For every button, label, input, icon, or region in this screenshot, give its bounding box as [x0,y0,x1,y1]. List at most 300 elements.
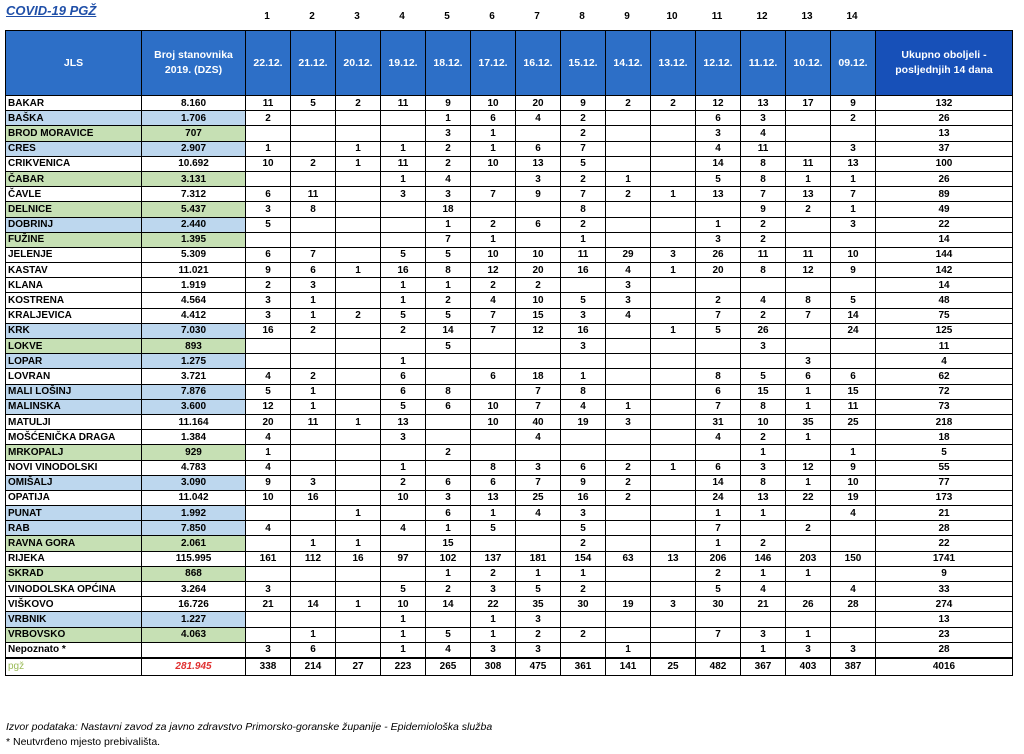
case-count [336,612,381,627]
case-count: 12 [246,399,291,414]
summary-count: 25 [651,658,696,676]
case-count: 5 [516,582,561,597]
case-count: 3 [651,597,696,612]
case-count [291,506,336,521]
case-count: 2 [471,217,516,232]
case-count [336,247,381,262]
municipality-name: Nepoznato * [6,642,142,658]
case-count: 5 [426,308,471,323]
case-count [741,278,786,293]
case-count [291,232,336,247]
case-count: 1 [336,506,381,521]
municipality-name: LOPAR [6,354,142,369]
case-count: 13 [381,414,426,429]
case-count [651,566,696,581]
case-count [606,232,651,247]
population-value: 929 [142,445,246,460]
summary-label: pgž [6,658,142,676]
case-count [291,339,336,354]
case-count: 9 [831,460,876,475]
case-count: 9 [831,263,876,278]
population-value: 11.164 [142,414,246,429]
municipality-name: DOBRINJ [6,217,142,232]
case-count [246,612,291,627]
header-date: 20.12. [336,31,381,96]
case-count [516,202,561,217]
column-number: 2 [309,11,315,22]
header-date: 22.12. [246,31,291,96]
column-number: 1 [264,11,270,22]
case-count [336,642,381,658]
case-count: 8 [741,475,786,490]
municipality-name: RIJEKA [6,551,142,566]
case-count: 1 [831,171,876,186]
case-count: 7 [516,475,561,490]
case-count: 21 [246,597,291,612]
table-row [6,247,1013,262]
case-count [336,430,381,445]
case-count [786,141,831,156]
case-count [336,202,381,217]
case-count [381,445,426,460]
table-row [6,430,1013,445]
case-count [516,354,561,369]
case-count [651,126,696,141]
case-count: 1 [291,384,336,399]
header-population: Broj stanovnika 2019. (DZS) [142,31,246,96]
case-count [696,278,741,293]
case-count [336,323,381,338]
case-count [606,521,651,536]
column-number: 7 [534,11,540,22]
summary-population: 281.945 [142,658,246,676]
case-count: 1 [786,384,831,399]
case-count [336,566,381,581]
case-count: 4 [741,582,786,597]
case-count: 25 [831,414,876,429]
row-total: 73 [876,399,1013,414]
case-count: 1 [471,612,516,627]
case-count: 3 [831,217,876,232]
case-count [651,490,696,505]
case-count: 1 [381,612,426,627]
case-count: 6 [786,369,831,384]
case-count: 10 [516,293,561,308]
case-count [831,566,876,581]
row-total: 274 [876,597,1013,612]
case-count: 8 [561,384,606,399]
case-count: 206 [696,551,741,566]
case-count: 1 [696,506,741,521]
row-total: 77 [876,475,1013,490]
case-count [651,111,696,126]
header-date: 09.12. [831,31,876,96]
row-total: 125 [876,323,1013,338]
case-count [336,171,381,186]
case-count: 18 [516,369,561,384]
case-count [336,339,381,354]
row-total: 5 [876,445,1013,460]
table-row [6,217,1013,232]
case-count [651,217,696,232]
case-count [336,445,381,460]
case-count [651,445,696,460]
case-count: 6 [831,369,876,384]
case-count: 10 [516,247,561,262]
table-row [6,566,1013,581]
case-count [336,278,381,293]
table-body [6,96,1013,676]
case-count: 1 [381,278,426,293]
case-count [561,354,606,369]
case-count: 20 [516,96,561,111]
case-count: 2 [471,278,516,293]
municipality-name: KLANA [6,278,142,293]
case-count: 10 [381,597,426,612]
case-count: 4 [246,430,291,445]
case-count: 11 [291,414,336,429]
case-count: 3 [786,354,831,369]
case-count: 1 [246,445,291,460]
case-count: 4 [471,293,516,308]
case-count: 40 [516,414,561,429]
case-count [336,490,381,505]
case-count: 11 [741,141,786,156]
case-count: 4 [831,506,876,521]
header-date: 17.12. [471,31,516,96]
case-count [741,354,786,369]
header-date: 11.12. [741,31,786,96]
case-count: 1 [381,460,426,475]
population-value: 893 [142,339,246,354]
table-row [6,156,1013,171]
case-count: 19 [606,597,651,612]
case-count [651,642,696,658]
municipality-name: VINODOLSKA OPĆINA [6,582,142,597]
case-count: 112 [291,551,336,566]
case-count: 10 [246,490,291,505]
case-count: 7 [696,399,741,414]
case-count: 2 [471,566,516,581]
case-count [336,354,381,369]
case-count: 5 [561,293,606,308]
case-count: 6 [291,642,336,658]
case-count [336,475,381,490]
table-row [6,414,1013,429]
case-count: 6 [561,460,606,475]
case-count [336,369,381,384]
case-count: 9 [561,96,606,111]
case-count [831,627,876,642]
row-total: 28 [876,521,1013,536]
case-count: 4 [606,308,651,323]
case-count: 3 [741,460,786,475]
page-title: COVID-19 PGŽ [6,3,97,18]
case-count: 3 [741,339,786,354]
case-count: 4 [696,430,741,445]
case-count [291,521,336,536]
row-total: 100 [876,156,1013,171]
municipality-name: CRES [6,141,142,156]
case-count: 3 [606,278,651,293]
population-value: 1.384 [142,430,246,445]
row-total: 14 [876,232,1013,247]
case-count: 7 [741,187,786,202]
column-number: 8 [579,11,585,22]
case-count [786,217,831,232]
row-total: 37 [876,141,1013,156]
case-count [336,232,381,247]
case-count: 63 [606,551,651,566]
header-date: 13.12. [651,31,696,96]
case-count: 2 [561,217,606,232]
case-count [291,566,336,581]
case-count [831,521,876,536]
case-count: 1 [561,566,606,581]
row-total: 26 [876,171,1013,186]
case-count: 9 [426,96,471,111]
case-count [831,232,876,247]
case-count: 3 [831,141,876,156]
municipality-name: KRALJEVICA [6,308,142,323]
case-count [786,323,831,338]
case-count [246,627,291,642]
case-count [246,339,291,354]
municipality-name: FUŽINE [6,232,142,247]
table-row [6,278,1013,293]
case-count [606,111,651,126]
case-count: 1 [381,627,426,642]
municipality-name: ČABAR [6,171,142,186]
population-value: 1.919 [142,278,246,293]
case-count: 1 [291,308,336,323]
case-count: 3 [291,278,336,293]
case-count: 7 [426,232,471,247]
case-count [291,430,336,445]
case-count: 9 [246,263,291,278]
case-count: 8 [741,171,786,186]
case-count: 2 [651,96,696,111]
case-count: 3 [426,126,471,141]
case-count [336,384,381,399]
case-count: 1 [336,536,381,551]
row-total: 173 [876,490,1013,505]
case-count [606,202,651,217]
case-count [786,612,831,627]
case-count: 7 [516,399,561,414]
column-number: 14 [846,11,858,22]
row-total: 11 [876,339,1013,354]
case-count: 3 [741,627,786,642]
case-count: 3 [246,308,291,323]
case-count: 1 [786,566,831,581]
case-count [561,612,606,627]
population-value: 868 [142,566,246,581]
case-count [516,339,561,354]
case-count [741,612,786,627]
municipality-name: PUNAT [6,506,142,521]
case-count: 4 [516,430,561,445]
case-count: 4 [246,369,291,384]
header-date: 18.12. [426,31,471,96]
case-count: 14 [696,156,741,171]
case-count [651,384,696,399]
case-count: 31 [696,414,741,429]
case-count: 1 [786,430,831,445]
case-count [291,141,336,156]
municipality-name: MATULJI [6,414,142,429]
case-count: 8 [426,384,471,399]
table-row [6,141,1013,156]
case-count: 1 [291,536,336,551]
case-count: 2 [291,323,336,338]
case-count [246,171,291,186]
municipality-name: VIŠKOVO [6,597,142,612]
case-count: 5 [561,156,606,171]
case-count [651,399,696,414]
case-count: 11 [741,247,786,262]
case-count: 10 [471,96,516,111]
case-count [471,430,516,445]
case-count: 9 [831,96,876,111]
municipality-name: KRK [6,323,142,338]
case-count: 7 [471,323,516,338]
case-count: 1 [831,202,876,217]
municipality-name: BAKAR [6,96,142,111]
source-note: Izvor podataka: Nastavni zavod za javno zdravstvo Primorsko-goranske županije - Epidemiološka služba [6,721,493,733]
case-count: 8 [741,156,786,171]
municipality-name: BAŠKA [6,111,142,126]
summary-total: 4016 [876,658,1013,676]
population-value: 115.995 [142,551,246,566]
case-count [426,430,471,445]
table-row [6,597,1013,612]
case-count: 7 [516,384,561,399]
case-count [831,536,876,551]
column-number: 10 [666,11,678,22]
row-total: 62 [876,369,1013,384]
case-count: 18 [426,202,471,217]
case-count [516,536,561,551]
case-count: 15 [516,308,561,323]
case-count [606,354,651,369]
row-total: 23 [876,627,1013,642]
case-count: 2 [741,536,786,551]
table-row [6,171,1013,186]
case-count: 2 [336,96,381,111]
case-count [786,232,831,247]
case-count: 12 [516,323,561,338]
table-row [6,308,1013,323]
column-number: 4 [399,11,405,22]
case-count: 10 [471,399,516,414]
case-count: 137 [471,551,516,566]
case-count: 5 [381,308,426,323]
case-count: 16 [291,490,336,505]
case-count: 6 [516,217,561,232]
row-total: 49 [876,202,1013,217]
case-count: 4 [426,171,471,186]
case-count [651,293,696,308]
case-count: 2 [246,278,291,293]
case-count: 10 [831,247,876,262]
case-count: 2 [426,293,471,308]
case-count [606,627,651,642]
row-total: 72 [876,384,1013,399]
case-count: 3 [561,506,606,521]
case-count: 24 [696,490,741,505]
case-count [606,566,651,581]
case-count [651,202,696,217]
population-value: 7.312 [142,187,246,202]
case-count: 5 [831,293,876,308]
case-count: 1 [471,232,516,247]
case-count [291,445,336,460]
case-count: 8 [561,202,606,217]
row-total: 22 [876,536,1013,551]
table-row [6,96,1013,111]
case-count: 1 [381,354,426,369]
case-count: 2 [741,217,786,232]
population-value: 1.706 [142,111,246,126]
case-count: 5 [291,96,336,111]
case-count: 203 [786,551,831,566]
case-count: 1 [291,293,336,308]
case-count [381,202,426,217]
case-count [336,111,381,126]
case-count: 3 [471,642,516,658]
case-count: 26 [786,597,831,612]
summary-count: 387 [831,658,876,676]
case-count [786,278,831,293]
case-count: 1 [471,627,516,642]
case-count [246,506,291,521]
case-count [336,460,381,475]
case-count: 1 [696,536,741,551]
case-count [291,217,336,232]
case-count: 3 [741,111,786,126]
case-count [606,445,651,460]
case-count: 2 [426,582,471,597]
case-count: 1 [246,141,291,156]
case-count: 22 [786,490,831,505]
case-count [291,460,336,475]
case-count: 16 [561,323,606,338]
case-count: 4 [831,582,876,597]
case-count [696,202,741,217]
case-count: 3 [696,232,741,247]
case-count: 3 [696,126,741,141]
population-value: 707 [142,126,246,141]
population-value: 5.437 [142,202,246,217]
case-count: 1 [291,627,336,642]
case-count [336,627,381,642]
summary-count: 482 [696,658,741,676]
case-count: 26 [741,323,786,338]
case-count: 1 [381,293,426,308]
table-row [6,460,1013,475]
table-row [6,126,1013,141]
case-count: 4 [561,399,606,414]
case-count: 3 [651,247,696,262]
case-count: 1 [741,642,786,658]
case-count: 3 [246,642,291,658]
municipality-name: RAB [6,521,142,536]
case-count [786,582,831,597]
table-row [6,521,1013,536]
municipality-name: LOKVE [6,339,142,354]
row-total: 14 [876,278,1013,293]
